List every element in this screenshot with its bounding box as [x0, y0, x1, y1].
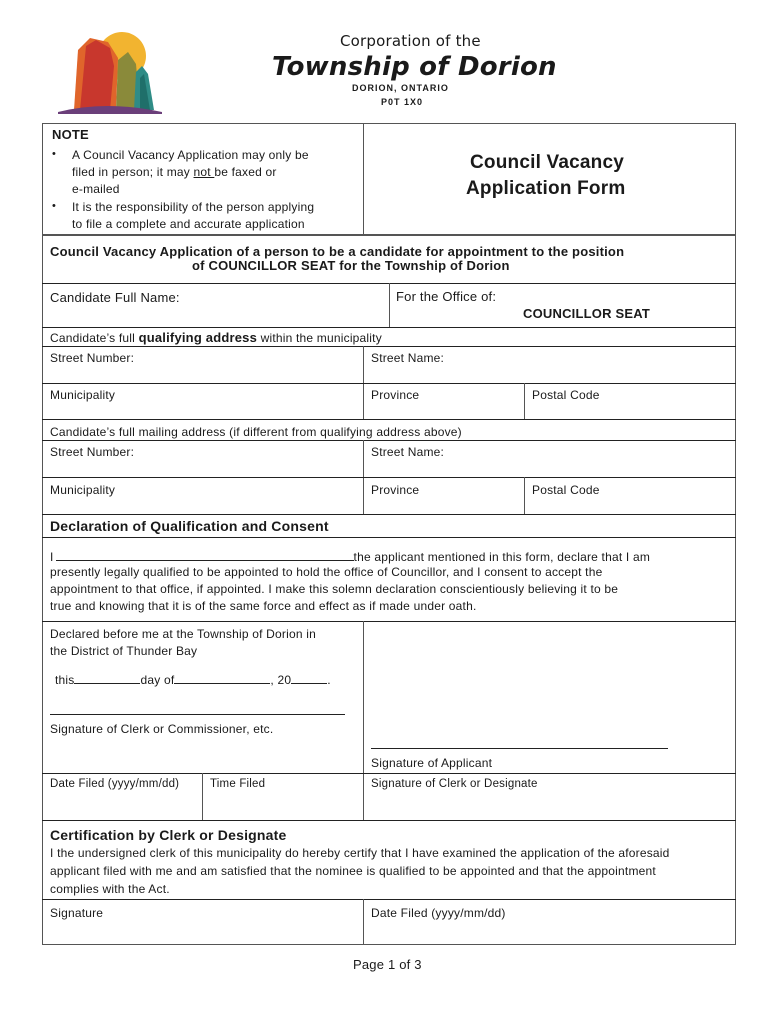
declaration-line-2: presently legally qualified to be appointed to hold the office of Councillor, and I consent to accept the [50, 565, 603, 579]
divider [42, 537, 736, 538]
note-title: NOTE [52, 127, 89, 142]
qualifying-heading-text: within the municipality [257, 331, 382, 345]
declared-line-1: Declared before me at the Township of Dorion in [50, 627, 316, 641]
mailing-province-label: Province [371, 483, 420, 497]
divider [42, 514, 736, 515]
qualifying-municipality-label: Municipality [50, 388, 116, 402]
intro-line-2: of COUNCILLOR SEAT for the Township of Dorion [192, 258, 510, 273]
declared-line-2: the District of Thunder Bay [50, 644, 198, 658]
note-line: e-mailed [72, 182, 120, 196]
note-line: It is the responsibility of the person applying [72, 200, 315, 214]
period: . [327, 673, 331, 687]
divider [42, 621, 736, 622]
address-line-2: P0T 1X0 [381, 97, 424, 107]
office-value: COUNCILLOR SEAT [523, 306, 650, 321]
this-label: this [55, 673, 75, 687]
year-blank[interactable] [291, 671, 327, 684]
certification-signature-label: Signature [50, 906, 104, 920]
clerk-designate-signature-label: Signature of Clerk or Designate [371, 778, 538, 790]
candidate-name-label: Candidate Full Name: [50, 290, 180, 305]
mailing-postal-code-label: Postal Code [532, 483, 600, 497]
certification-date-filed-label: Date Filed (yyyy/mm/dd) [371, 906, 506, 920]
date-filed-label: Date Filed (yyyy/mm/dd) [50, 778, 180, 790]
day-blank[interactable] [74, 671, 140, 684]
qualifying-street-name-label: Street Name: [371, 351, 445, 365]
certification-line-2: applicant filed with me and am satisfied that the nominee is qualified to be appointed and that the appointment [50, 864, 656, 878]
declaration-line-1 [50, 548, 650, 564]
divider [42, 419, 736, 420]
declaration-line-4: true and knowing that it is of the same force and effect as if made under oath. [50, 599, 477, 613]
qualifying-province-label: Province [371, 388, 420, 402]
date-declared-line [55, 671, 331, 687]
mailing-street-number-label: Street Number: [50, 445, 135, 459]
declaration-heading: Declaration of Qualification and Consent [50, 518, 329, 534]
clerk-commissioner-signature-line[interactable] [50, 714, 345, 715]
note-line: A Council Vacancy Application may only be [72, 148, 309, 162]
address-line-1: DORION, ONTARIO [352, 83, 449, 93]
logo-graphic-icon [56, 30, 164, 114]
page-number: Page 1 of 3 [353, 957, 422, 972]
qualifying-heading-text: Candidate’s full [50, 331, 139, 345]
divider [42, 327, 736, 328]
clerk-commissioner-signature-label: Signature of Clerk or Commissioner, etc. [50, 722, 274, 736]
month-blank[interactable] [174, 671, 270, 684]
note-emphasis: not [193, 165, 215, 179]
note-text: be faxed or [214, 165, 277, 179]
applicant-signature-label: Signature of Applicant [371, 756, 493, 770]
declaration-i: I [50, 550, 54, 564]
intro-line-1: Council Vacancy Application of a person to be a candidate for appointment to the position [50, 244, 625, 259]
divider [42, 820, 736, 821]
bullet-icon: • [52, 148, 56, 160]
note-line [72, 165, 277, 179]
note-line: to file a complete and accurate application [72, 217, 305, 231]
certification-line-1: I the undersigned clerk of this municipality do hereby certify that I have examined the application of the aforesaid [50, 846, 670, 860]
qualifying-street-number-label: Street Number: [50, 351, 135, 365]
declaration-text: the applicant mentioned in this form, declare that I am [353, 550, 651, 564]
mailing-municipality-label: Municipality [50, 483, 116, 497]
bullet-icon: • [52, 200, 56, 212]
certification-heading: Certification by Clerk or Designate [50, 827, 287, 843]
corporation-label: Corporation of the [340, 32, 481, 50]
qualifying-heading-bold: qualifying address [138, 330, 258, 345]
declarant-name-blank[interactable] [56, 548, 354, 561]
township-logo [56, 30, 164, 114]
year-prefix: , 20 [270, 673, 292, 687]
note-text: filed in person; it may [72, 165, 194, 179]
mailing-heading: Candidate’s full mailing address (if different from qualifying address above) [50, 425, 462, 439]
mailing-street-name-label: Street Name: [371, 445, 445, 459]
office-label: For the Office of: [396, 289, 497, 304]
vertical-divider [389, 283, 390, 327]
qualifying-postal-code-label: Postal Code [532, 388, 600, 402]
applicant-signature-line[interactable] [371, 748, 668, 749]
form-title-line-1: Council Vacancy [470, 152, 625, 173]
certification-line-3: complies with the Act. [50, 882, 170, 896]
township-title: Township of Dorion [272, 52, 557, 82]
time-filed-label: Time Filed [210, 778, 266, 790]
form-title-line-2: Application Form [466, 178, 626, 199]
qualifying-heading [50, 330, 382, 345]
day-of-label: day of [140, 673, 175, 687]
declaration-line-3: appointment to that office, if appointed. I make this solemn declaration conscientiously believing it to be [50, 582, 619, 596]
